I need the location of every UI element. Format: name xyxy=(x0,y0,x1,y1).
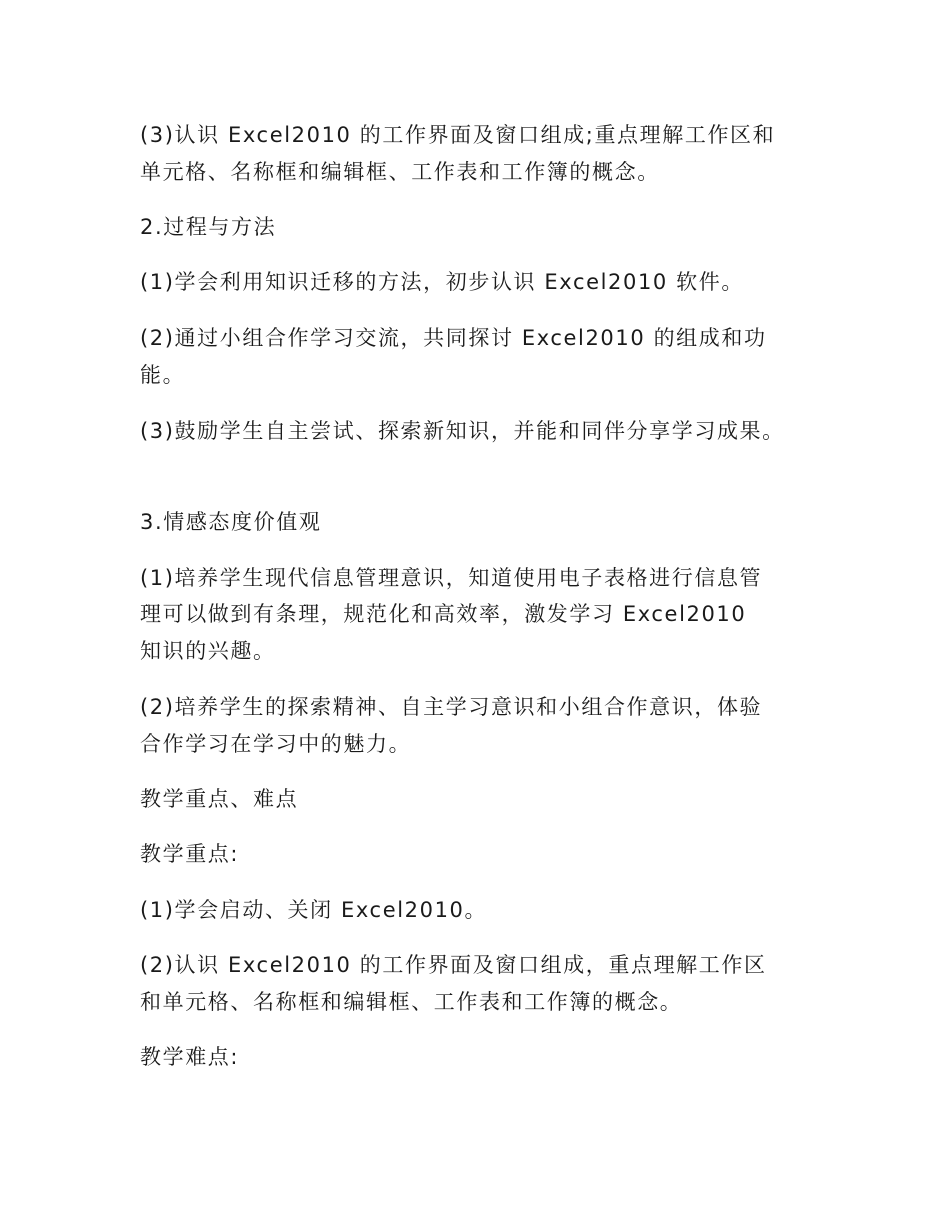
key-point-1: (1)学会启动、关闭 Excel2010。 xyxy=(140,898,488,922)
key-point-2-line-2: 和单元格、名称框和编辑框、工作表和工作簿的概念。 xyxy=(140,990,683,1014)
section-heading-attitude-values: 3.情感态度价值观 xyxy=(140,510,322,534)
process-item-1: (1)学会利用知识迁移的方法，初步认识 Excel2010 软件。 xyxy=(140,270,744,294)
process-item-3: (3)鼓励学生自主尝试、探索新知识，并能和同伴分享学习成果。 xyxy=(140,419,785,443)
objective-3-line-2: 单元格、名称框和编辑框、工作表和工作簿的概念。 xyxy=(140,160,660,184)
heading-key-points: 教学重点: xyxy=(140,842,240,866)
objective-3-line-1: (3)认识 Excel2010 的工作界面及窗口组成;重点理解工作区和 xyxy=(140,123,776,147)
attitude-item-1-line-3: 知识的兴趣。 xyxy=(140,639,276,663)
heading-difficult-points: 教学难点: xyxy=(140,1045,240,1069)
attitude-item-1-line-1: (1)培养学生现代信息管理意识，知道使用电子表格进行信息管 xyxy=(140,566,763,590)
attitude-item-2-line-1: (2)培养学生的探索精神、自主学习意识和小组合作意识，体验 xyxy=(140,695,763,719)
process-item-2-line-1: (2)通过小组合作学习交流，共同探讨 Excel2010 的组成和功 xyxy=(140,326,767,350)
attitude-item-1-line-2: 理可以做到有条理，规范化和高效率，激发学习 Excel2010 xyxy=(140,602,747,626)
process-item-2-line-2: 能。 xyxy=(140,363,186,387)
key-point-2-line-1: (2)认识 Excel2010 的工作界面及窗口组成，重点理解工作区 xyxy=(140,953,767,977)
section-heading-process-method: 2.过程与方法 xyxy=(140,215,277,239)
heading-key-difficult-points: 教学重点、难点 xyxy=(140,787,299,811)
attitude-item-2-line-2: 合作学习在学习中的魅力。 xyxy=(140,732,412,756)
